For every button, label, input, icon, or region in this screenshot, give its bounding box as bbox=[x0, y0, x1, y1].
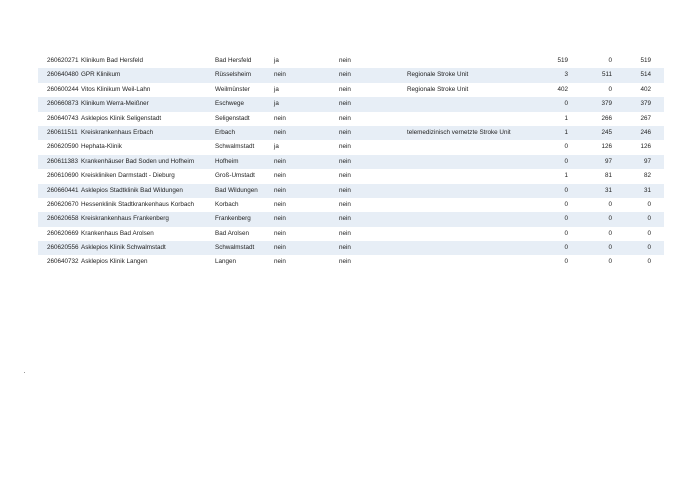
cell-count-1: 0 bbox=[564, 157, 568, 165]
cell-id: 260660441 bbox=[47, 186, 79, 194]
cell-flag-a: nein bbox=[274, 186, 286, 194]
table-row bbox=[38, 83, 664, 97]
cell-flag-b: nein bbox=[339, 215, 351, 223]
cell-flag-a: nein bbox=[274, 128, 286, 136]
scan-speck bbox=[24, 372, 25, 373]
cell-city: Langen bbox=[215, 258, 237, 266]
cell-count-total: 379 bbox=[640, 100, 651, 108]
table-row bbox=[38, 155, 664, 169]
table-row bbox=[38, 255, 664, 269]
cell-count-total: 0 bbox=[647, 215, 651, 223]
cell-flag-b: nein bbox=[339, 172, 351, 180]
cell-city: Korbach bbox=[215, 200, 239, 208]
cell-flag-a: nein bbox=[274, 71, 286, 79]
cell-flag-b: nein bbox=[339, 85, 351, 93]
cell-count-2: 0 bbox=[608, 200, 612, 208]
cell-count-2: 31 bbox=[604, 186, 612, 194]
cell-name: Vitos Klinikum Weil-Lahn bbox=[81, 85, 151, 93]
cell-count-total: 402 bbox=[640, 85, 651, 93]
cell-city: Schwalmstadt bbox=[215, 143, 255, 151]
cell-id: 260620669 bbox=[47, 229, 79, 237]
cell-count-1: 0 bbox=[564, 244, 568, 252]
cell-id: 260611383 bbox=[47, 157, 79, 165]
cell-count-total: 514 bbox=[640, 71, 651, 79]
cell-count-total: 246 bbox=[640, 128, 651, 136]
table-row bbox=[38, 97, 664, 111]
cell-id: 260611511 bbox=[47, 128, 78, 136]
cell-count-1: 1 bbox=[564, 114, 568, 122]
cell-id: 260600244 bbox=[47, 85, 79, 93]
cell-flag-a: nein bbox=[274, 215, 286, 223]
cell-count-2: 97 bbox=[604, 157, 612, 165]
cell-id: 260620590 bbox=[47, 143, 79, 151]
cell-flag-b: nein bbox=[339, 200, 351, 208]
cell-city: Erbach bbox=[215, 128, 235, 136]
cell-count-1: 519 bbox=[557, 57, 568, 64]
hospital-table bbox=[38, 54, 664, 270]
cell-count-1: 0 bbox=[564, 200, 568, 208]
cell-count-2: 511 bbox=[601, 71, 612, 79]
cell-name: Klinikum Bad Hersfeld bbox=[81, 57, 143, 64]
cell-count-2: 266 bbox=[601, 114, 612, 122]
cell-count-1: 0 bbox=[564, 186, 568, 194]
cell-count-total: 519 bbox=[640, 57, 651, 64]
cell-flag-b: nein bbox=[339, 244, 351, 252]
cell-id: 260620670 bbox=[47, 200, 79, 208]
cell-count-total: 0 bbox=[647, 229, 651, 237]
cell-count-2: 0 bbox=[608, 244, 612, 252]
cell-id: 260660873 bbox=[47, 100, 79, 108]
cell-city: Weilmünster bbox=[215, 85, 250, 93]
cell-id: 260620556 bbox=[47, 244, 79, 252]
cell-flag-a: nein bbox=[274, 258, 286, 266]
cell-count-1: 402 bbox=[557, 85, 568, 93]
cell-flag-b: nein bbox=[339, 100, 351, 108]
table-row bbox=[38, 198, 664, 212]
cell-count-2: 0 bbox=[608, 229, 612, 237]
cell-count-total: 126 bbox=[640, 143, 651, 151]
cell-count-1: 0 bbox=[564, 229, 568, 237]
cell-count-total: 82 bbox=[643, 172, 651, 180]
cell-flag-a: nein bbox=[274, 244, 286, 252]
cell-flag-b: nein bbox=[339, 128, 351, 136]
cell-name: Asklepios Stadtklinik Bad Wildungen bbox=[81, 186, 183, 194]
cell-count-total: 0 bbox=[647, 258, 651, 266]
cell-city: Schwalmstadt bbox=[215, 244, 255, 252]
cell-city: Seligenstadt bbox=[215, 114, 250, 122]
cell-flag-b: nein bbox=[339, 71, 351, 79]
cell-name: Asklepios Klinik Schwalmstadt bbox=[81, 244, 166, 252]
cell-flag-a: nein bbox=[274, 157, 286, 165]
cell-count-2: 379 bbox=[601, 100, 612, 108]
cell-id: 260620271 bbox=[47, 57, 79, 64]
cell-count-2: 0 bbox=[608, 85, 612, 93]
cell-count-total: 31 bbox=[643, 186, 651, 194]
cell-count-total: 0 bbox=[647, 200, 651, 208]
cell-flag-b: nein bbox=[339, 143, 351, 151]
cell-flag-b: nein bbox=[339, 258, 351, 266]
table-row bbox=[38, 68, 664, 82]
cell-count-1: 0 bbox=[564, 215, 568, 223]
table-row bbox=[38, 169, 664, 183]
cell-city: Eschwege bbox=[215, 100, 245, 108]
table-row bbox=[38, 184, 664, 198]
cell-count-2: 245 bbox=[601, 128, 612, 136]
cell-count-total: 0 bbox=[647, 244, 651, 252]
cell-count-2: 0 bbox=[608, 258, 612, 266]
cell-count-2: 126 bbox=[601, 143, 612, 151]
cell-name: Asklepios Klinik Seligenstadt bbox=[81, 114, 162, 122]
table-row bbox=[38, 227, 664, 241]
table-row bbox=[38, 212, 664, 226]
cell-flag-b: nein bbox=[339, 186, 351, 194]
cell-flag-a: nein bbox=[274, 114, 286, 122]
cell-name: Kreiskliniken Darmstadt - Dieburg bbox=[81, 172, 175, 180]
table-row bbox=[38, 241, 664, 255]
cell-count-1: 0 bbox=[564, 258, 568, 266]
cell-flag-a: ja bbox=[274, 57, 279, 64]
cell-count-1: 0 bbox=[564, 100, 568, 108]
cell-count-1: 3 bbox=[564, 71, 568, 79]
cell-count-2: 0 bbox=[608, 57, 612, 64]
cell-count-1: 1 bbox=[564, 128, 568, 136]
cell-city: Bad Hersfeld bbox=[215, 57, 252, 64]
cell-name: Krankenhaus Bad Arolsen bbox=[81, 229, 154, 237]
cell-city: Frankenberg bbox=[215, 215, 251, 223]
cell-city: Bad Wildungen bbox=[215, 186, 258, 194]
cell-name: Krankenhäuser Bad Soden und Hofheim bbox=[81, 157, 195, 165]
cell-name: Asklepios Klinik Langen bbox=[81, 258, 148, 266]
cell-name: Hessenklinik Stadtkrankenhaus Korbach bbox=[81, 200, 195, 208]
cell-id: 260620658 bbox=[47, 215, 79, 223]
table-row bbox=[38, 140, 664, 154]
table-row bbox=[38, 126, 664, 140]
cell-city: Hofheim bbox=[215, 157, 239, 165]
cell-id: 260610690 bbox=[47, 172, 79, 180]
cell-count-1: 1 bbox=[564, 172, 568, 180]
cell-unit-type: Regionale Stroke Unit bbox=[407, 71, 469, 79]
cell-id: 260640732 bbox=[47, 258, 79, 266]
cell-name: Klinikum Werra-Meißner bbox=[81, 100, 149, 108]
cell-flag-a: nein bbox=[274, 229, 286, 237]
cell-count-1: 0 bbox=[564, 143, 568, 151]
cell-flag-a: ja bbox=[274, 100, 279, 108]
cell-name: Hephata-Klinik bbox=[81, 143, 122, 151]
cell-city: Groß-Umstadt bbox=[215, 172, 255, 180]
cell-flag-b: nein bbox=[339, 229, 351, 237]
cell-flag-b: nein bbox=[339, 157, 351, 165]
cell-count-2: 0 bbox=[608, 215, 612, 223]
cell-flag-b: nein bbox=[339, 57, 351, 64]
cell-name: Kreiskrankenhaus Frankenberg bbox=[81, 215, 169, 223]
cell-unit-type: Regionale Stroke Unit bbox=[407, 85, 469, 93]
cell-flag-a: ja bbox=[274, 85, 279, 93]
table-row bbox=[38, 54, 664, 68]
cell-flag-a: nein bbox=[274, 172, 286, 180]
cell-count-total: 267 bbox=[640, 114, 651, 122]
cell-count-2: 81 bbox=[604, 172, 612, 180]
cell-city: Rüsselsheim bbox=[215, 71, 252, 79]
cell-id: 260640480 bbox=[47, 71, 79, 79]
cell-flag-a: ja bbox=[274, 143, 279, 151]
cell-flag-b: nein bbox=[339, 114, 351, 122]
cell-flag-a: nein bbox=[274, 200, 286, 208]
cell-id: 260640743 bbox=[47, 114, 79, 122]
cell-count-total: 97 bbox=[643, 157, 651, 165]
cell-city: Bad Arolsen bbox=[215, 229, 249, 237]
cell-name: GPR Klinikum bbox=[81, 71, 121, 79]
table-row bbox=[38, 112, 664, 126]
cell-name: Kreiskrankenhaus Erbach bbox=[81, 128, 154, 136]
cell-unit-type: telemedizinisch vernetzte Stroke Unit bbox=[407, 128, 511, 136]
